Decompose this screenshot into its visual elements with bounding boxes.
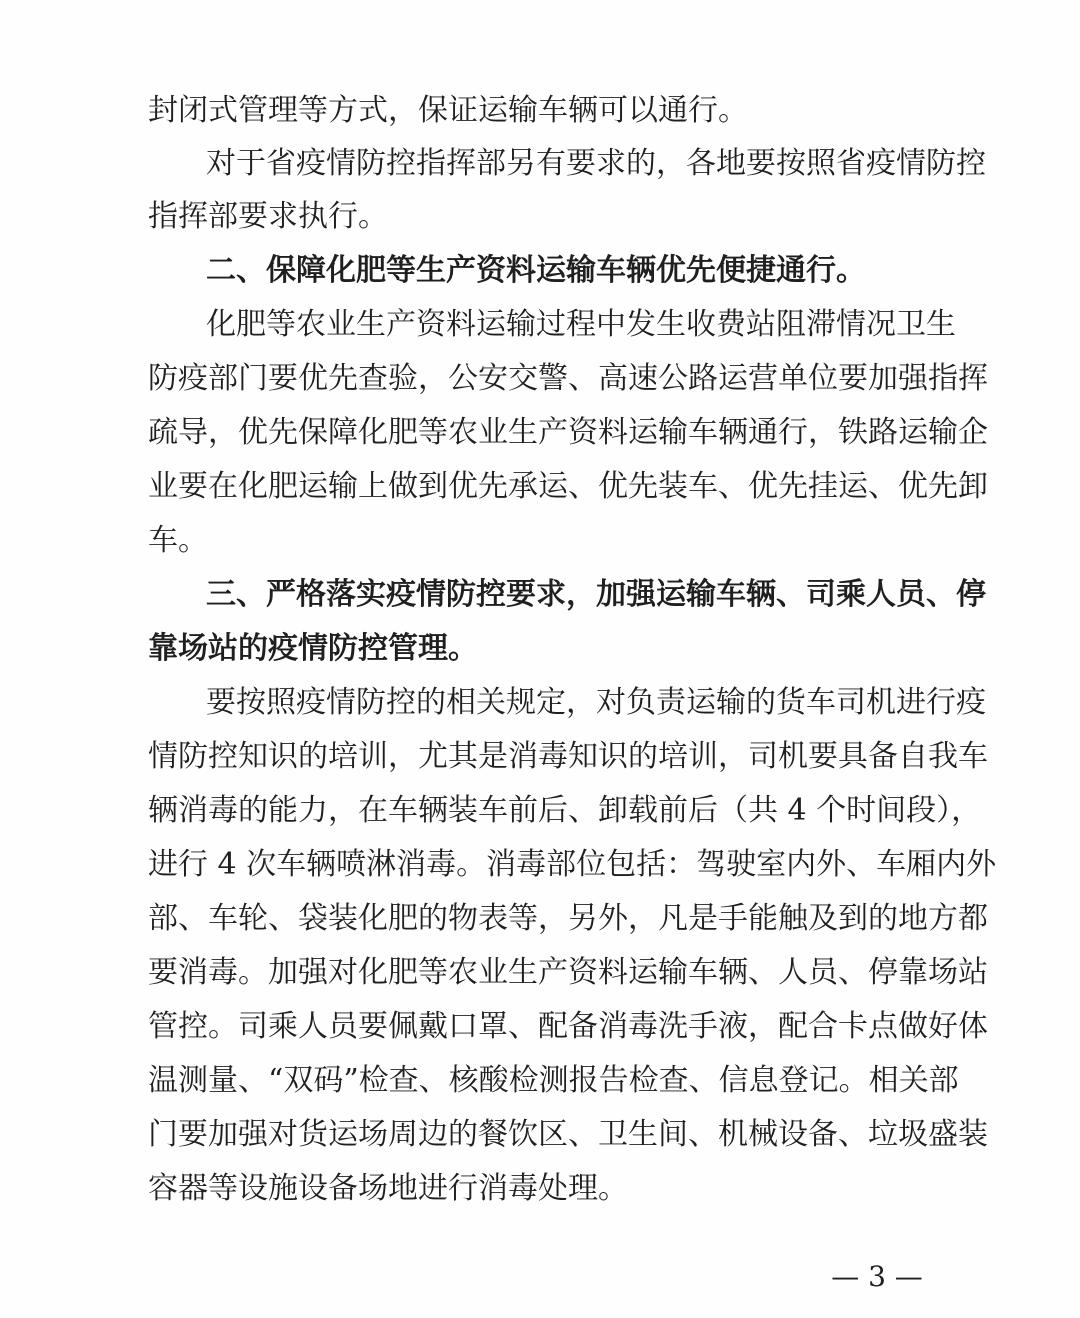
line-text: 管控。司乘人员要佩戴口罩、配备消毒洗手液，配合卡点做好体 <box>148 1009 988 1044</box>
page-number: — 3 — <box>831 1260 923 1293</box>
text-line <box>0 730 1080 784</box>
text-line <box>0 298 1080 352</box>
line-text: 封闭式管理等方式，保证运输车辆可以通行。 <box>148 93 748 128</box>
line-text: 部、车轮、袋装化肥的物表等，另外，凡是手能触及到的地方都 <box>148 901 988 936</box>
line-text: 防疫部门要优先查验，公安交警、高速公路运营单位要加强指挥 <box>148 361 988 396</box>
text-line <box>0 137 1080 191</box>
line-text: 辆消毒的能力，在车辆装车前后、卸载前后（共 4 个时间段）， <box>148 793 982 828</box>
text-line <box>0 784 1080 838</box>
section-heading <box>0 568 1080 622</box>
heading-text: 靠场站的疫情防控管理。 <box>148 631 478 666</box>
line-text: 车。 <box>148 523 208 558</box>
text-line <box>0 460 1080 514</box>
line-text: 门要加强对货运场周边的餐饮区、卫生间、机械设备、垃圾盛装 <box>148 1117 988 1152</box>
line-text: 要按照疫情防控的相关规定，对负责运输的货车司机进行疫 <box>206 685 986 720</box>
text-line <box>0 946 1080 1000</box>
text-line <box>0 514 1080 568</box>
text-line <box>0 1108 1080 1162</box>
text-line <box>0 406 1080 460</box>
heading-text: 三、严格落实疫情防控要求，加强运输车辆、司乘人员、停 <box>206 577 986 612</box>
line-text: 情防控知识的培训，尤其是消毒知识的培训，司机要具备自我车 <box>148 739 988 774</box>
text-line <box>0 838 1080 892</box>
heading-text: 二、保障化肥等生产资料运输车辆优先便捷通行。 <box>206 253 866 288</box>
line-text: 对于省疫情防控指挥部另有要求的，各地要按照省疫情防控 <box>206 146 986 181</box>
text-line <box>0 352 1080 406</box>
line-text: 容器等设施设备场地进行消毒处理。 <box>148 1171 628 1206</box>
text-line <box>0 84 1080 138</box>
text-line <box>0 1162 1080 1216</box>
line-text: 进行 4 次车辆喷淋消毒。消毒部位包括：驾驶室内外、车厢内外 <box>148 847 997 882</box>
line-text: 要消毒。加强对化肥等农业生产资料运输车辆、人员、停靠场站 <box>148 955 988 990</box>
text-line <box>0 1000 1080 1054</box>
line-text: 温测量、“双码”检查、核酸检测报告检查、信息登记。相关部 <box>148 1063 959 1098</box>
section-heading <box>0 244 1080 298</box>
line-text: 业要在化肥运输上做到优先承运、优先装车、优先挂运、优先卸 <box>148 469 988 504</box>
line-text: 指挥部要求执行。 <box>148 199 388 234</box>
text-line <box>0 1054 1080 1108</box>
text-line <box>0 190 1080 244</box>
section-heading-continued <box>0 622 1080 676</box>
line-text: 疏导，优先保障化肥等农业生产资料运输车辆通行，铁路运输企 <box>148 415 988 450</box>
text-line <box>0 892 1080 946</box>
line-text: 化肥等农业生产资料运输过程中发生收费站阻滞情况卫生 <box>206 307 956 342</box>
text-line <box>0 676 1080 730</box>
